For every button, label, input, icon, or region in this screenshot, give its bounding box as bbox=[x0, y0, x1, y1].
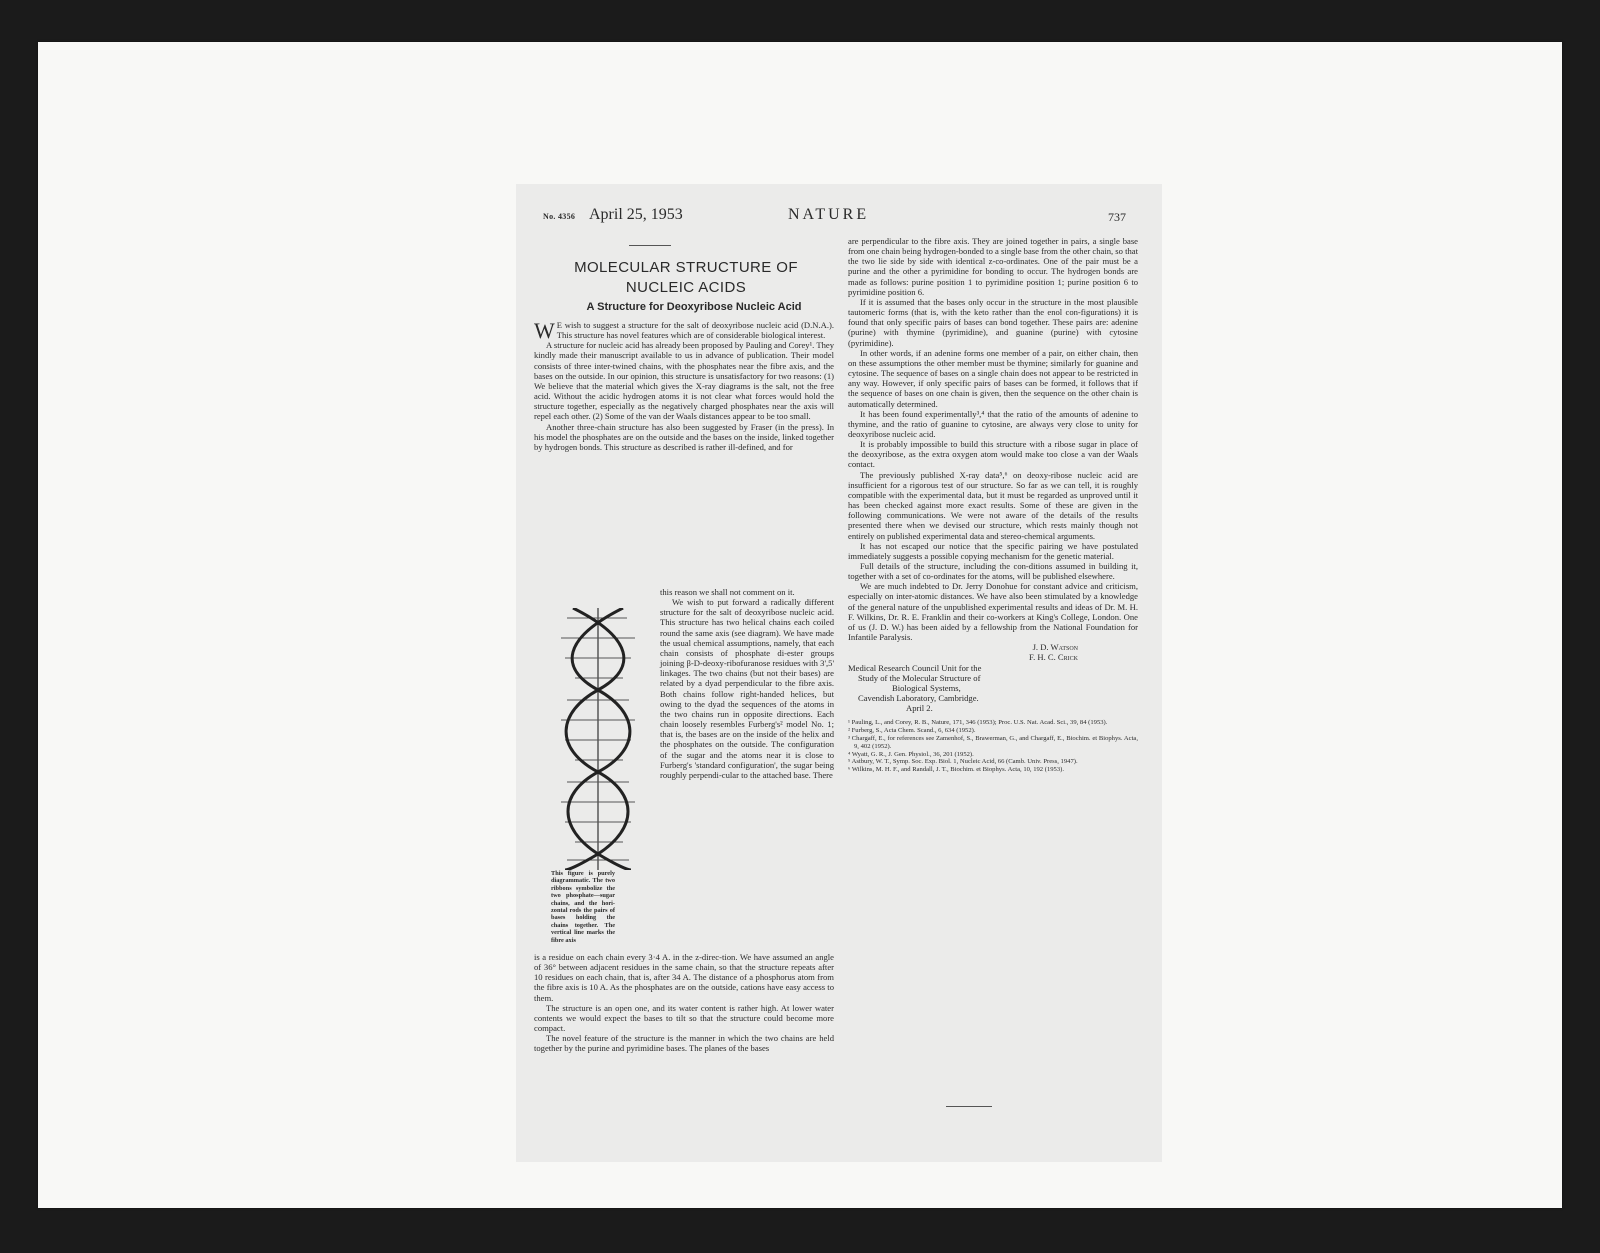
paragraph: We are much indebted to Dr. Jerry Donohue for constant advice and criticism, especially on inter-atomic distances. We have also been stimulated by a knowledge of the general nature of the unpublished experimental results and ideas of Dr. M. H. F. Wilkins, Dr. R. E. Franklin and their co-workers at King's College, London. One of us (J. D. W.) has been aided by a fellowship from the National Foundation for Infantile Paralysis. bbox=[848, 581, 1138, 643]
issue-date: April 25, 1953 bbox=[589, 206, 683, 223]
affiliation: Medical Research Council Unit for the Study of the Molecular Structure of Biological Systems, Cavendish Laboratory, Cambridge. April 2. bbox=[848, 662, 982, 714]
page-number: 737 bbox=[1108, 210, 1126, 224]
intro-text-block bbox=[534, 320, 834, 452]
wrapped-text-block bbox=[660, 587, 834, 780]
paragraph: We wish to put forward a radically different structure for the salt of deoxyribose nucleic acid. This structure has two helical chains each coiled round the same axis (see diagram). We have made the usual chemical assumptions, namely, that each chain consists of phosphate di-ester groups joining β-D-deoxy-ribofuranose residues with 3',5' linkages. The two chains (but not their bases) are related by a dyad perpendicular to the fibre axis. Both chains follow right-handed helices, but owing to the dyad the sequences of the atoms in the two chains run in opposite directions. Each chain loosely resembles Furberg's² model No. 1; that is, the bases are on the inside of the helix and the phosphates on the outside. The configuration of the sugar and the atoms near it is close to Furberg's 'standard configuration', the sugar being roughly perpendi-cular to the attached base. There bbox=[660, 597, 834, 780]
paragraph: this reason we shall not comment on it. bbox=[660, 587, 795, 597]
issue-number: No. 4356 bbox=[543, 212, 576, 221]
double-helix-diagram bbox=[553, 608, 643, 870]
paragraph: Full details of the structure, including the con-ditions assumed in building it, together with a set of co-ordinates for the atoms, will be published elsewhere. bbox=[848, 561, 1138, 582]
journal-name: NATURE bbox=[788, 206, 870, 223]
paragraph: The structure is an open one, and its water content is rather high. At lower water contents we would expect the bases to tilt so that the structure could become more compact. bbox=[534, 1002, 834, 1034]
paragraph: A structure for nucleic acid has already been proposed by Pauling and Corey¹. They kindly made their manuscript available to us in advance of publication. Their model consists of three inter-twined chains, with the phosphates near the fibre axis, and the bases on the outside. In our opinion, this structure is unsatisfactory for two reasons: (1) We believe that the material which gives the X-ray diagrams is the salt, not the free acid. Without the acidic hydrogen atoms it is not clear what forces would hold the structure together, especially as the negatively charged phosphates near the axis will repel each other. (2) Some of the van der Waals distances appear to be too small. bbox=[534, 340, 834, 422]
paragraph: are perpendicular to the fibre axis. They are joined together in pairs, a single base from one chain being hydrogen-bonded to a single base from the other chain, so that the two lie side by side with identical z-co-ordinates. One of the pair must be a purine and the other a pyrimidine for bonding to occur. The hydrogen bonds are made as follows: purine position 1 to pyrimidine position 1; purine position 6 to pyrimidine position 6. bbox=[848, 236, 1138, 297]
paragraph: Another three-chain structure has also been suggested by Fraser (in the press). In his model the phosphates are on the outside and the bases on the inside, linked together by hydrogen bonds. This structure as described is rather ill-defined, and for bbox=[534, 421, 834, 452]
reference-item: ³ Chargaff, E., for references see Zamenhof, S., Brawerman, G., and Chargaff, E., Biochim. et Biophys. Acta, 9, 402 (1952). bbox=[848, 734, 1138, 750]
references-list bbox=[848, 719, 1138, 774]
lower-text-block bbox=[534, 952, 834, 1054]
reference-item: ¹ Pauling, L., and Corey, R. B., Nature, 171, 346 (1953); Proc. U.S. Nat. Acad. Sci., 39, 84 (1953). bbox=[848, 719, 1108, 727]
paragraph: It has not escaped our notice that the specific pairing we have postulated immediately suggests a possible copying mechanism for the genetic material. bbox=[848, 540, 1138, 561]
paragraph: If it is assumed that the bases only occur in the structure in the most plausible tautomeric forms (that is, with the keto rather than the enol con-figurations) it is found that only specific pairs of bases can bond together. These pairs are: adenine (purine) with thymine (pyrimidine), and guanine (purine) with cytosine (pyrimidine). bbox=[848, 296, 1138, 348]
drop-cap: W bbox=[534, 318, 555, 343]
paragraph: is a residue on each chain every 3·4 A. in the z-direc-tion. We have assumed an angle of 36° between adjacent residues in the same chain, so that the structure repeats after 10 residues on each chain, that is, after 34 A. The distance of a phosphorus atom from the fibre axis is 10 A. As the phosphates are on the outside, cations have easy access to them. bbox=[534, 952, 834, 1003]
reference-item: ⁴ Wyatt, G. R., J. Gen. Physiol., 36, 201 (1952). bbox=[848, 750, 974, 758]
figure-caption: This figure is purely diagrammatic. The two ribbons symbolize the two phosphate—sugar chains, and the hori-zontal rods the pairs of bases holding the chains together. The vertical line marks the fibre axis bbox=[551, 870, 615, 944]
paragraph: The novel feature of the structure is the manner in which the two chains are held together by the purine and pyrimidine bases. The planes of the bases bbox=[534, 1033, 834, 1054]
paragraph: W E wish to suggest a structure for the salt of deoxyribose nucleic acid (D.N.A.). This structure has novel features which are of considerable biological interest. bbox=[534, 318, 834, 343]
article-subtitle: A Structure for Deoxyribose Nucleic Acid bbox=[586, 301, 802, 313]
footer-rule bbox=[946, 1106, 992, 1107]
paragraph: It is probably impossible to build this structure with a ribose sugar in place of the deoxyribose, as the extra oxygen atom would make too close a van der Waals contact. bbox=[848, 439, 1138, 470]
mat-board bbox=[38, 42, 1562, 1208]
paragraph: In other words, if an adenine forms one member of a pair, on either chain, then on these assumptions the other member must be thymine; similarly for guanine and cytosine. The sequence of bases on a single chain does not appear to be restricted in any way. However, if only specific pairs of bases can be formed, it follows that if the sequence of bases on one chain is given, then the sequence on the other chain is automatically determined. bbox=[848, 347, 1138, 409]
right-column bbox=[848, 236, 1138, 774]
document-page bbox=[516, 184, 1162, 1162]
author-watson: J. D. Watson bbox=[1032, 642, 1078, 653]
article-title: MOLECULAR STRUCTURE OF NUCLEIC ACIDS bbox=[574, 259, 798, 296]
reference-item: ² Furberg, S., Acta Chem. Scand., 6, 634 (1952). bbox=[848, 727, 976, 735]
reference-item: ⁵ Astbury, W. T., Symp. Soc. Exp. Biol. 1, Nucleic Acid, 66 (Camb. Univ. Press, 1947). bbox=[848, 758, 1078, 766]
paragraph: The previously published X-ray data⁵,⁶ on deoxy-ribose nucleic acid are insufficient for a rigorous test of our structure. So far as we can tell, it is roughly compatible with the experimental data, but it must be regarded as unproved until it has been checked against more exact results. Some of these are given in the following communications. We were not aware of the details of the results presented there when we devised our structure, which rests mainly though not entirely on published experimental data and stereo-chemical arguments. bbox=[848, 469, 1138, 541]
paragraph: It has been found experimentally³,⁴ that the ratio of the amounts of adenine to thymine, and the ratio of guanine to cytosine, are always very close to unity for deoxyribose nucleic acid. bbox=[848, 408, 1138, 439]
author-crick: F. H. C. Crick bbox=[1029, 652, 1078, 663]
left-column bbox=[534, 184, 834, 1162]
reference-item: ⁶ Wilkins, M. H. F., and Randall, J. T., Biochim. et Biophys. Acta, 10, 192 (1953). bbox=[848, 766, 1064, 774]
